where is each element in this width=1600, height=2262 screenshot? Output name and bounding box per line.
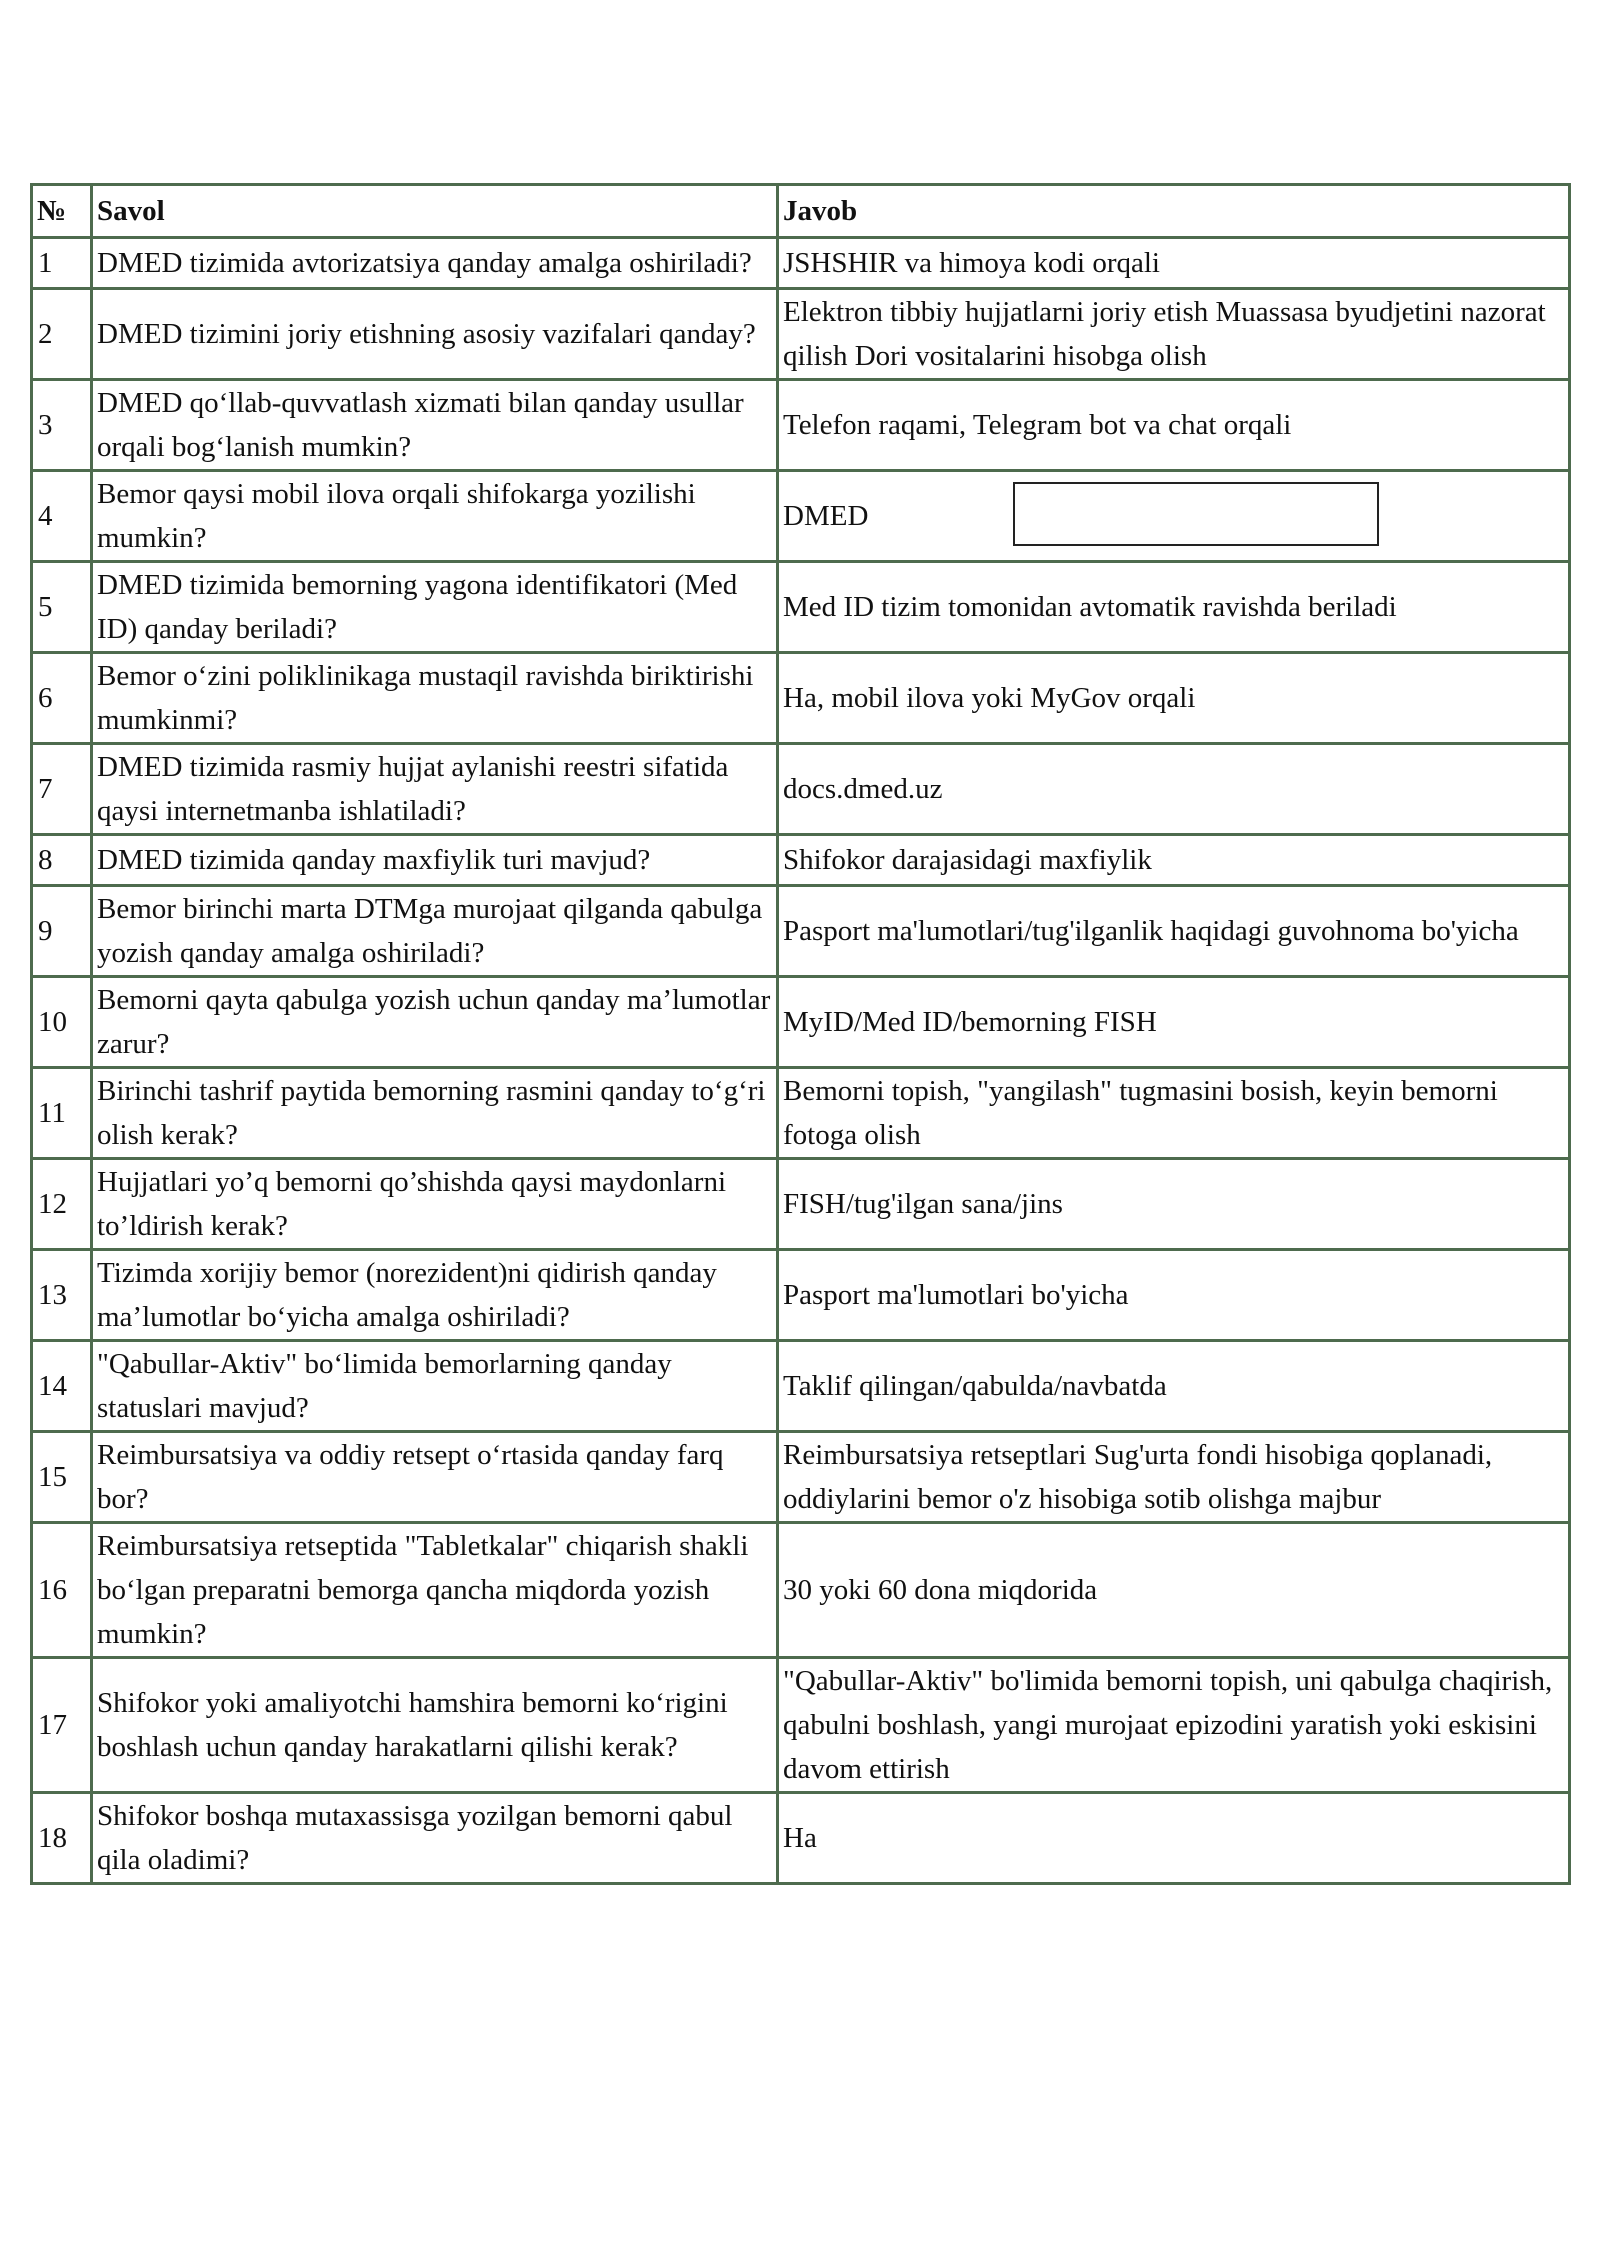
table-row — [32, 238, 1570, 289]
row-number: 10 — [32, 977, 92, 1068]
row-answer: Reimbursatsiya retseptlari Sug'urta fondi hisobiga qoplanadi, oddiylarini bemor o'z hisobiga sotib olishga majbur — [778, 1432, 1570, 1523]
row-number: 2 — [32, 289, 92, 380]
row-question: Shifokor yoki amaliyotchi hamshira bemorni ko‘rigini boshlash uchun qanday harakatlarni qilishi kerak? — [92, 1658, 778, 1793]
table-row — [32, 562, 1570, 653]
row-number: 17 — [32, 1658, 92, 1793]
row-number: 9 — [32, 886, 92, 977]
table-row — [32, 289, 1570, 380]
table-row — [32, 1341, 1570, 1432]
header-question: Savol — [92, 185, 778, 238]
row-number: 12 — [32, 1159, 92, 1250]
row-question: Bemor qaysi mobil ilova orqali shifokarga yozilishi mumkin? — [92, 471, 778, 562]
table-row — [32, 1432, 1570, 1523]
table-row — [32, 1159, 1570, 1250]
empty-answer-box — [1013, 482, 1379, 546]
row-question: Bemor birinchi marta DTMga murojaat qilganda qabulga yozish qanday amalga oshiriladi? — [92, 886, 778, 977]
table-row — [32, 380, 1570, 471]
row-answer: Telefon raqami, Telegram bot va chat orqali — [778, 380, 1570, 471]
row-answer: Pasport ma'lumotlari/tug'ilganlik haqidagi guvohnoma bo'yicha — [778, 886, 1570, 977]
row-question: "Qabullar-Aktiv" bo‘limida bemorlarning qanday statuslari mavjud? — [92, 1341, 778, 1432]
row-question: Reimbursatsiya va oddiy retsept o‘rtasida qanday farq bor? — [92, 1432, 778, 1523]
row-number: 4 — [32, 471, 92, 562]
row-answer: JSHSHIR va himoya kodi orqali — [778, 238, 1570, 289]
row-answer: docs.dmed.uz — [778, 744, 1570, 835]
table-row — [32, 886, 1570, 977]
row-answer: Ha — [778, 1793, 1570, 1884]
row-question: Bemorni qayta qabulga yozish uchun qanday ma’lumotlar zarur? — [92, 977, 778, 1068]
row-answer: 30 yoki 60 dona miqdorida — [778, 1523, 1570, 1658]
row-question: Hujjatlari yo’q bemorni qo’shishda qaysi maydonlarni to’ldirish kerak? — [92, 1159, 778, 1250]
table-row — [32, 471, 1570, 562]
table-row — [32, 1523, 1570, 1658]
table-row — [32, 835, 1570, 886]
row-answer: Elektron tibbiy hujjatlarni joriy etish Muassasa byudjetini nazorat qilish Dori vositalarini hisobga olish — [778, 289, 1570, 380]
row-answer: Taklif qilingan/qabulda/navbatda — [778, 1341, 1570, 1432]
row-answer: Med ID tizim tomonidan avtomatik ravishda beriladi — [778, 562, 1570, 653]
row-answer: Ha, mobil ilova yoki MyGov orqali — [778, 653, 1570, 744]
row-answer: DMED — [783, 500, 869, 532]
row-question: Reimbursatsiya retseptida "Tabletkalar" chiqarish shakli bo‘lgan preparatni bemorga qancha miqdorda yozish mumkin? — [92, 1523, 778, 1658]
answer-wrapper — [783, 494, 1564, 538]
table-row — [32, 653, 1570, 744]
row-question: Birinchi tashrif paytida bemorning rasmini qanday to‘g‘ri olish kerak? — [92, 1068, 778, 1159]
table-row — [32, 1658, 1570, 1793]
qa-table — [30, 183, 1571, 1885]
row-number: 7 — [32, 744, 92, 835]
row-question: Shifokor boshqa mutaxassisga yozilgan bemorni qabul qila oladimi? — [92, 1793, 778, 1884]
row-number: 16 — [32, 1523, 92, 1658]
row-answer: Shifokor darajasidagi maxfiylik — [778, 835, 1570, 886]
table-row — [32, 1068, 1570, 1159]
row-number: 14 — [32, 1341, 92, 1432]
header-number: № — [32, 185, 92, 238]
row-question: DMED qo‘llab-quvvatlash xizmati bilan qanday usullar orqali bog‘lanish mumkin? — [92, 380, 778, 471]
row-question: DMED tizimida bemorning yagona identifikatori (Med ID) qanday beriladi? — [92, 562, 778, 653]
row-number: 1 — [32, 238, 92, 289]
row-answer: MyID/Med ID/bemorning FISH — [778, 977, 1570, 1068]
row-number: 5 — [32, 562, 92, 653]
row-answer: "Qabullar-Aktiv" bo'limida bemorni topish, uni qabulga chaqirish, qabulni boshlash, yangi murojaat epizodini yaratish yoki eskisini davom ettirish — [778, 1658, 1570, 1793]
row-number: 3 — [32, 380, 92, 471]
row-number: 11 — [32, 1068, 92, 1159]
table-row — [32, 1250, 1570, 1341]
row-answer: FISH/tug'ilgan sana/jins — [778, 1159, 1570, 1250]
header-answer: Javob — [778, 185, 1570, 238]
row-question: DMED tizimini joriy etishning asosiy vazifalari qanday? — [92, 289, 778, 380]
table-row — [32, 977, 1570, 1068]
row-question: DMED tizimida qanday maxfiylik turi mavjud? — [92, 835, 778, 886]
table-row — [32, 1793, 1570, 1884]
table-header-row — [32, 185, 1570, 238]
row-answer: Bemorni topish, "yangilash" tugmasini bosish, keyin bemorni fotoga olish — [778, 1068, 1570, 1159]
row-question: DMED tizimida rasmiy hujjat aylanishi reestri sifatida qaysi internetmanba ishlatiladi? — [92, 744, 778, 835]
row-question: Bemor o‘zini poliklinikaga mustaqil ravishda biriktirishi mumkinmi? — [92, 653, 778, 744]
row-number: 15 — [32, 1432, 92, 1523]
row-question: DMED tizimida avtorizatsiya qanday amalga oshiriladi? — [92, 238, 778, 289]
row-number: 18 — [32, 1793, 92, 1884]
table-row — [32, 744, 1570, 835]
row-answer-cell — [778, 471, 1570, 562]
row-answer: Pasport ma'lumotlari bo'yicha — [778, 1250, 1570, 1341]
row-number: 13 — [32, 1250, 92, 1341]
row-question: Tizimda xorijiy bemor (norezident)ni qidirish qanday ma’lumotlar bo‘yicha amalga oshiriladi? — [92, 1250, 778, 1341]
row-number: 8 — [32, 835, 92, 886]
row-number: 6 — [32, 653, 92, 744]
